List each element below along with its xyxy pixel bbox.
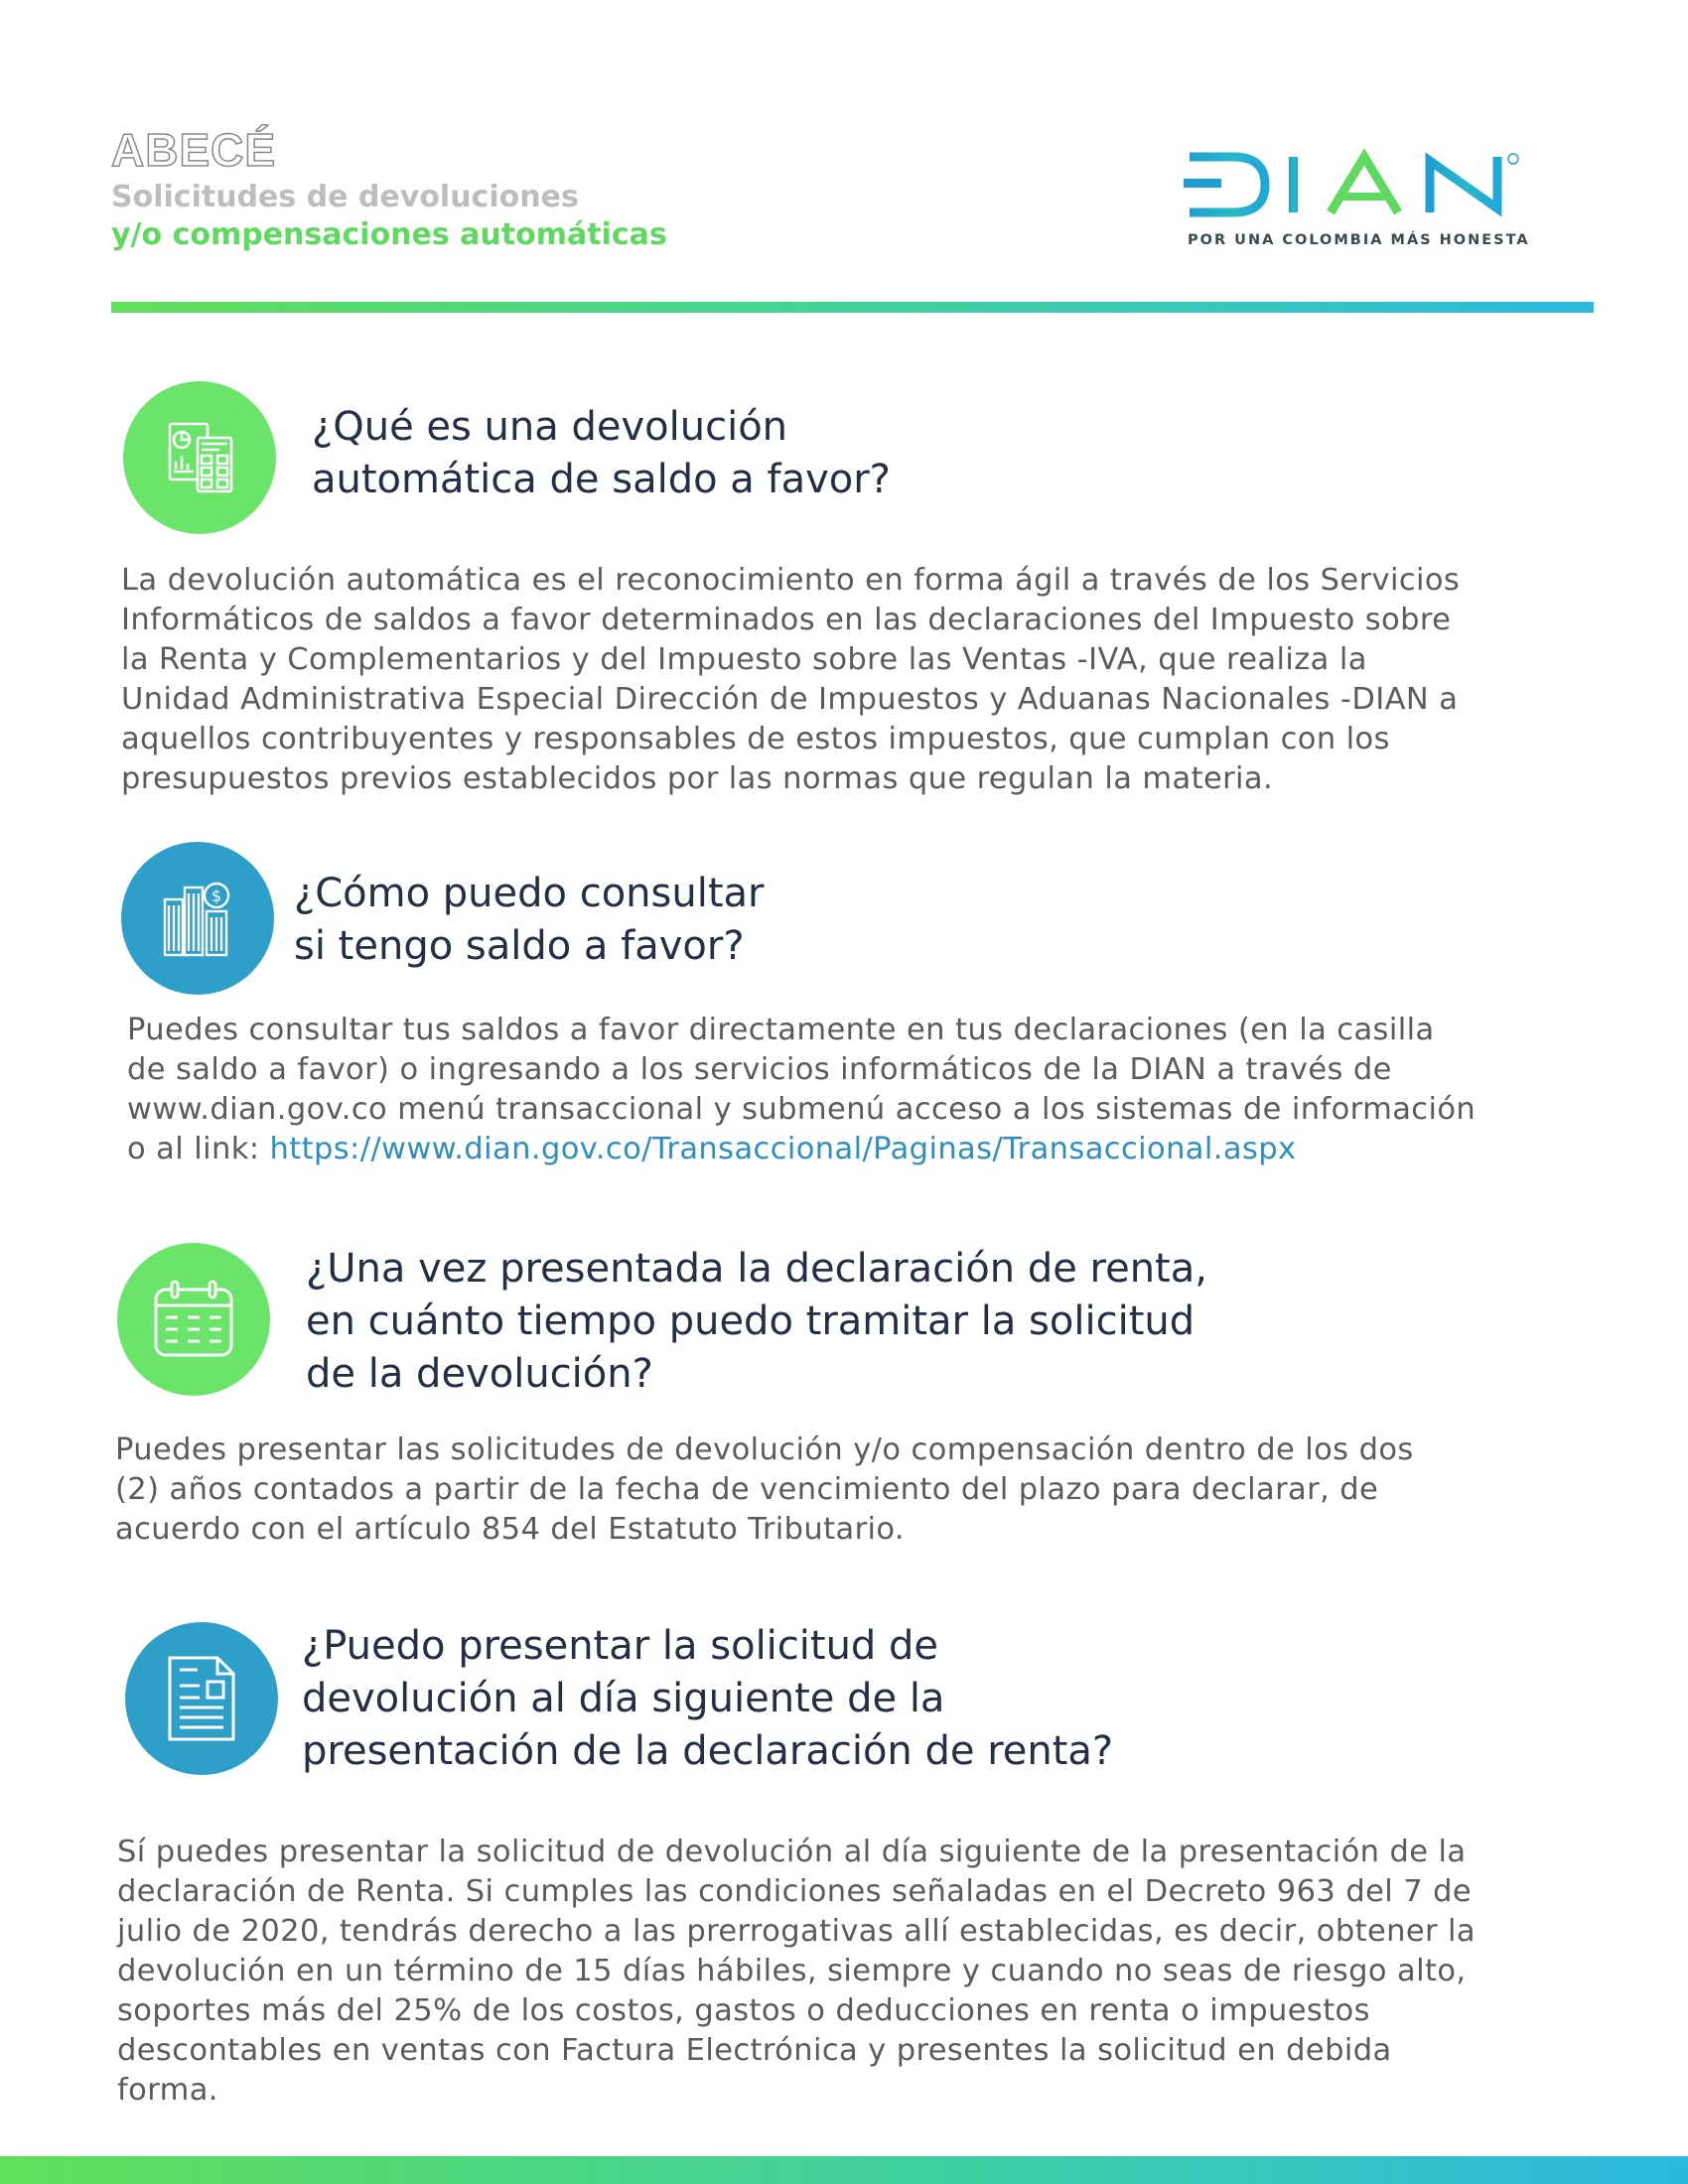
document-header [111, 124, 667, 254]
svg-text:$: $ [211, 887, 222, 905]
answer-4-paragraph: Sí puedes presentar la solicitud de devolución al día siguiente de la presentación de la declaración de Renta. Si cumples las condiciones señaladas en el Decreto 963 del 7 de julio de 2020, tendrás derecho a las prerrogativas allí establecidas, es decir, obtener la devolución en un término de 15 días hábiles, siempre y cuando no seas de riesgo alto, soportes más del 25% de los costos, gastos o deducciones en renta o impuestos descontables en ventas con Factura Electrónica y presentes la solicitud en debida forma. [117, 1835, 1477, 2108]
footer-bar [0, 2156, 1688, 2184]
subtitle-line-2: y/o compensaciones automáticas [111, 217, 667, 252]
subtitle-line-1: Solicitudes de devoluciones [111, 180, 579, 214]
abece-title: ABECÉ [111, 124, 277, 176]
document-icon [125, 1622, 278, 1775]
logo-tagline: POR UNA COLOMBIA MÁS HONESTA [1188, 232, 1530, 248]
dian-logo-mark-icon [1182, 149, 1559, 218]
answer-3-paragraph: Puedes presentar las solicitudes de devolución y/o compensación dentro de los dos (2) años contados a partir de la fecha de vencimiento del plazo para declarar, de acuerdo con el artículo 854 del Estatuto Tributario. [115, 1433, 1414, 1547]
report-chart-icon [123, 381, 276, 534]
transaccional-link[interactable]: https://www.dian.gov.co/Transaccional/Paginas/Transaccional.aspx [269, 1132, 1297, 1166]
question-4-heading: ¿Puedo presentar la solicitud de devolución al día siguiente de la presentación de la declaración de renta? [302, 1623, 1114, 1774]
answer-1-paragraph: La devolución automática es el reconocimiento en forma ágil a través de los Servicios Informáticos de saldos a favor determinados en las declaraciones del Impuesto sobre la Renta y Complementarios y del Impuesto sobre las Ventas -IVA, que realiza la Unidad Administrativa Especial Dirección de Impuestos y Aduanas Nacionales -DIAN a aquellos contribuyentes y responsables de estos impuestos, que cumplan con los presupuestos previos establecidos por las normas que regulan la materia. [121, 563, 1461, 796]
buildings-money-icon [121, 842, 274, 995]
dian-logo [1182, 149, 1569, 248]
calendar-icon [117, 1243, 270, 1396]
question-3-heading: ¿Una vez presentada la declaración de renta, en cuánto tiempo puedo tramitar la solicitud de la devolución? [306, 1246, 1207, 1397]
question-1-heading: ¿Qué es una devolución automática de saldo a favor? [312, 404, 891, 502]
answer-2-paragraph: Puedes consultar tus saldos a favor directamente en tus declaraciones (en la casilla de saldo a favor) o ingresando a los servicios informáticos de la DIAN a través de www.dian.gov.co menú transaccional y submenú acceso a los sistemas de información o al link: https://www.dian.gov.co/Transaccional/Paginas/Transaccional.aspx [127, 1013, 1477, 1166]
header-divider [111, 302, 1594, 313]
question-2-heading: ¿Cómo puedo consultar si tengo saldo a favor? [294, 871, 765, 969]
